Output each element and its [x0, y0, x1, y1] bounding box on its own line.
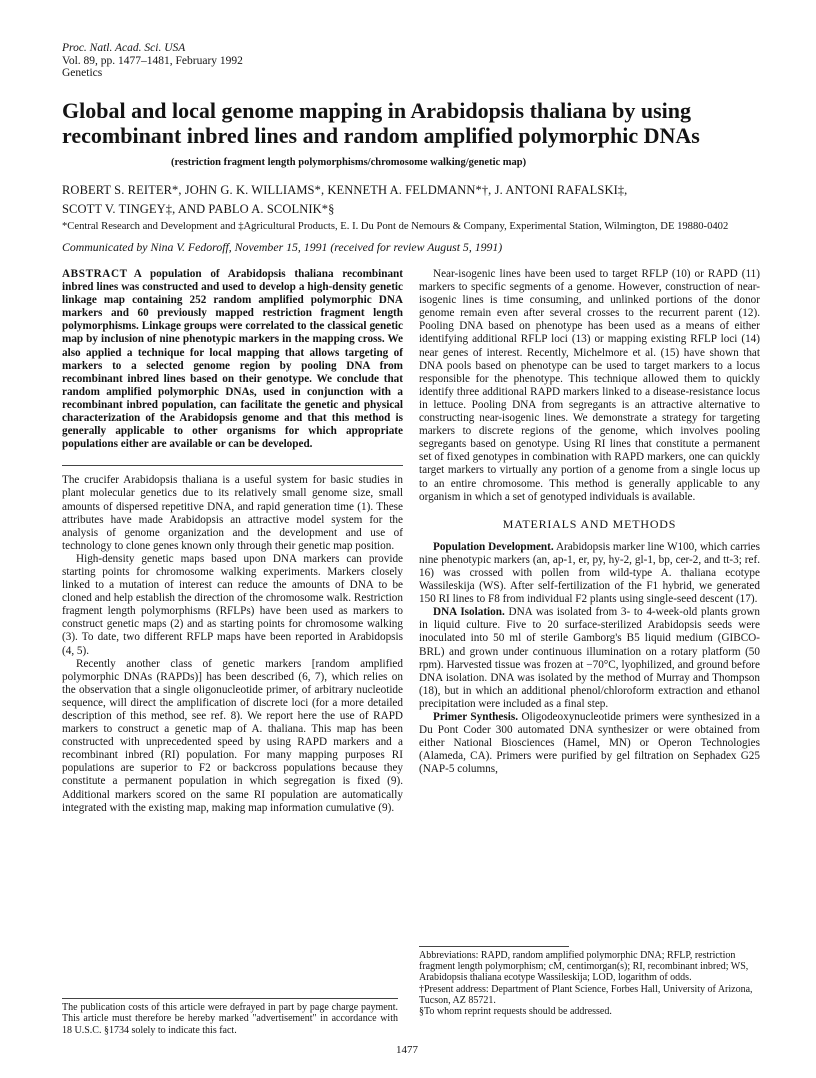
journal-name: Proc. Natl. Acad. Sci. USA — [62, 42, 186, 54]
dna-isolation-paragraph — [419, 606, 760, 711]
journal-section: Genetics — [62, 67, 103, 79]
communicated-line: Communicated by Nina V. Fedoroff, November 15, 1991 (received for review August 5, 1991) — [62, 240, 503, 254]
intro-paragraph-4: Near-isogenic lines have been used to target RFLP (10) or RAPD (11) markers to specific segments of a genome. However, construction of near-isogenic lines is time consuming, and unlinked portions of the donor genome remain even after several crosses to the recurrent parent (12). Pooling DNA based on phenotype has been used as a means of either identifying additional RFLP loci (13) or mapping existing RFLP loci (14) near genes of interest. Recently, Michelmore et al. (15) have shown that DNA pools based on phenotype can be used to target markers to a locus responsible for the phenotype. This technique allowed them to quickly identify three additional RAPD markers linked to a disease-resistance locus in lettuce. Pooling DNA from segregants is an attractive alternative to constructing near-isogenic lines. We demonstrate a strategy for targeting markers to discrete regions of the genome, which involves pooling segregants based on genotype. Using RI lines that constitute a permanent set of fixed genotypes in combination with RAPD markers, one can quickly target markers to virtually any portion of a genome from a single locus up to an entire chromosome. This method is generally applicable to any organism in which a set of genotyped individuals is available. — [419, 268, 760, 503]
abstract-text: A population of Arabidopsis thaliana recombinant inbred lines was constructed and used to develop a high-density genetic linkage map containing 252 random amplified polymorphic DNA markers and 60 previously mapped restriction fragment length polymorphisms. Linkage groups were correlated to the classical genetic map by inclusion of nine phenotypic markers in the mapping cross. We also applied a technique for local mapping that allows targeting of markers to a selected genome region by pooling DNA from recombinant inbred lines based on their genotype. We conclude that random amplified polymorphic DNAs, used in conjunction with a recombinant inbred population, can facilitate the genetic and physical characterization of the Arabidopsis genome and that this method is generally applicable to other organisms for which appropriate populations either are available or can be developed. — [62, 268, 403, 451]
authors-line-1: ROBERT S. REITER*, JOHN G. K. WILLIAMS*, KENNETH A. FELDMANN*†, J. ANTONI RAFALSKI‡, — [62, 183, 628, 197]
footnote-divider — [62, 998, 398, 999]
population-text: Arabidopsis marker line W100, which carries nine phenotypic markers (an, ap-1, er, py, hy-2, gl-1, bp, cer-2, and tt-3; ref. 16) was crossed with pollen from wild-type A. thaliana ecotype Wassileskija (WS). After self-fertilization of the F1 hybrid, we generated 150 RI lines to F8 from individual F2 plants using single-seed descent (17). — [419, 540, 761, 606]
publication-costs-text: The publication costs of this article were defrayed in part by page charge payment. This article must therefore be hereby marked "advertisement" in accordance with 18 U.S.C. §1734 solely to indicate this fact. — [62, 1002, 398, 1036]
population-paragraph — [419, 541, 760, 606]
population-label: Population Development. — [433, 540, 554, 553]
page-number: 1477 — [396, 1044, 418, 1056]
title-line-2: recombinant inbred lines and random amplified polymorphic DNAs — [62, 123, 700, 148]
intro-paragraph-3: Recently another class of genetic markers [random amplified polymorphic DNAs (RAPDs)] has been described (6, 7), which relies on the observation that a single oligonucleotide primer, of arbitrary nucleotide sequence, will direct the amplification of discrete loci (for a more detailed description of this method, see ref. 8). We report here the use of RAPD markers to construct a genetic map of A. thaliana. This map has been constructed with unprecedented speed by using RAPD markers and a recombinant inbred (RI) population. For many mapping purposes RI populations are superior to F2 or backcross populations because they constitute a permanent population in which segregation is fixed (9). Additional markers scored on the same RI population are automatically integrated with the existing map, making map information cumulative (9). — [62, 657, 403, 814]
left-column — [62, 268, 403, 815]
intro-paragraph-2: High-density genetic maps based upon DNA markers can provide starting points for chromosome walking experiments. Markers closely linked to a mutation of interest can reduce the amounts of DNA to be cloned and help establish the direction of the chromosome walk. Restriction fragment length polymorphisms (RFLPs) have been used as markers to construct genetic maps (2) and as starting points for chromosome walking (3). To date, two different RFLP maps have been reported in Arabidopsis (4, 5). — [62, 552, 403, 657]
abbreviations-divider — [419, 946, 569, 947]
journal-header — [62, 42, 243, 80]
keywords-subtitle: (restriction fragment length polymorphisms/chromosome walking/genetic map) — [171, 157, 527, 168]
dna-isolation-text: DNA was isolated from 3- to 4-week-old plants grown in liquid culture. Five to 20 surface-sterilized Arabidopsis seeds were inoculated into 50 ml of sterile Gamborg's B5 liquid medium (GIBCO-BRL) and grown under continuous illumination on a rotary platform (50 rpm). Harvested tissue was frozen at −70°C, lyophilized, and ground before DNA isolation. DNA was isolated by the method of Murray and Thompson (18), but in which an additional phenol/chloroform extraction and ethanol precipitation were included as a final step. — [419, 606, 760, 710]
present-address-text: †Present address: Department of Plant Science, Forbes Hall, University of Arizona, Tucson, AZ 85721. — [419, 983, 753, 1006]
reprints-text: §To whom reprint requests should be addressed. — [419, 1006, 612, 1018]
primer-synthesis-paragraph — [419, 711, 760, 776]
intro-paragraph-1: The crucifer Arabidopsis thaliana is a useful system for basic studies in plant molecular genetics due to its relatively small genome size, small amounts of dispersed repetitive DNA, and rapid generation time (1). These attributes have made Arabidopsis an attractive model system for the analysis of genome organization and the development and use of technology to clone genes known only through their genetic map position. — [62, 474, 403, 552]
publication-costs-footnote — [62, 998, 398, 1036]
abstract-label: ABSTRACT — [62, 268, 128, 280]
primer-synthesis-label: Primer Synthesis. — [433, 711, 518, 723]
author-list — [62, 181, 627, 219]
journal-volume: Vol. 89, pp. 1477–1481, February 1992 — [62, 54, 243, 67]
affiliation: *Central Research and Development and ‡Agricultural Products, E. I. Du Pont de Nemours & Company, Experimental Station, Wilmington, DE 19880-0402 — [62, 221, 729, 232]
authors-line-2: SCOTT V. TINGEY‡, AND PABLO A. SCOLNIK*§ — [62, 202, 335, 216]
primer-synthesis-text: Oligodeoxynucleotide primers were synthesized in a Du Pont Coder 300 automated DNA synthesizer or were obtained from either National Biosciences (Hamel, MN) or Operon Technologies (Alameda, CA). Primers were purified by gel filtration on Sephadex G25 (NAP-5 columns, — [419, 711, 760, 776]
abbreviations-footnote — [419, 946, 760, 1017]
methods-heading: MATERIALS AND METHODS — [502, 516, 677, 531]
abstract-divider — [62, 465, 403, 466]
right-column — [419, 268, 760, 776]
article-title — [62, 98, 782, 148]
dna-isolation-label: DNA Isolation. — [433, 606, 505, 619]
abbreviations-text: Abbreviations: RAPD, random amplified polymorphic DNA; RFLP, restriction fragment length polymorphism; cM, centimorgan(s); RI, recombinant inbred; WS, Arabidopsis thaliana ecotype Wassileskija; LOD, logarithm of odds. — [419, 950, 749, 984]
title-line-1: Global and local genome mapping in Arabidopsis thaliana by using — [62, 98, 692, 123]
abstract — [62, 268, 403, 451]
